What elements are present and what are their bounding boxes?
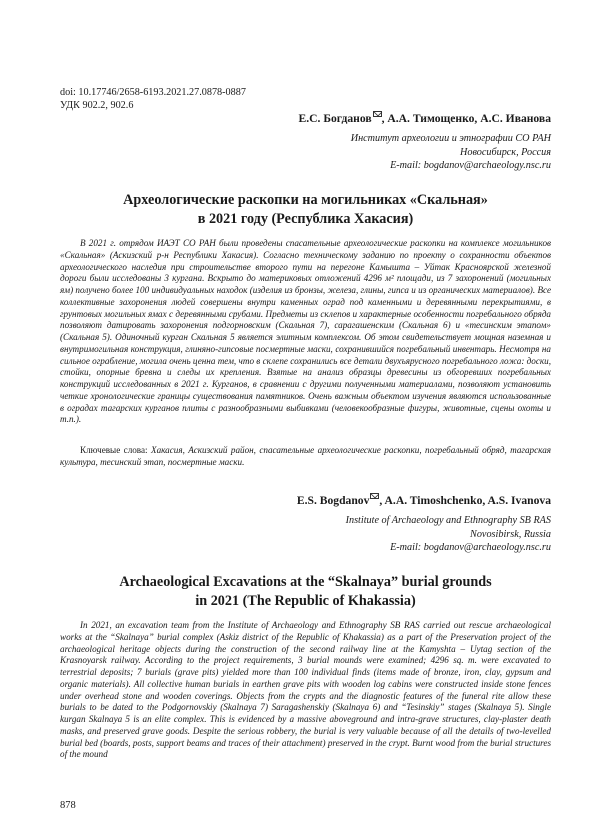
keywords-label: Ключевые слова:: [80, 445, 151, 455]
affiliation-en: [346, 514, 551, 555]
udk: УДК 902.2, 902.6: [60, 100, 134, 111]
envelope-icon: [370, 493, 379, 499]
corresponding-author-en: E.S. Bogdanov: [296, 493, 370, 507]
email-en[interactable]: E-mail: bogdanov@archaeology.nsc.ru: [390, 542, 551, 554]
abstract-en: In 2021, an excavation team from the Institute of Archaeology and Ethnography SB RAS carried out rescue archaeological works at the “Skalnaya” burial complex (Askiz district of the Republic of Khakassia) as a part of the Preservation project of the archaeological heritage objects during the construction of the second railway line at the Kamyshta – Uytag section of the Krasnoyarsk railway. According to the project requirements, 3 burial mounds were examined; 4296 sq. m. were excavated to terrestrial deposits; 7 burials (grave pits) yielded more than 100 individual finds (items made of bronze, iron, clay, gypsum and organic materials). All collective human burials in earthen grave pits with wooden log cabins were constructed inside stone fences under overhead stone and wooden coverings. Objects from the crypts and the diagnostic features of the funeral rite allow these burials to be dated to the Podgornovskiy (Skalnaya 7) Saragashenskiy (Skalnaya 6) and “Tesinskiy” stages (Skalnaya 5). Single kurgan Skalnaya 5 is an elite complex. This is evidenced by a massive aboveground and intra-grave structures, clay-plaster death masks, and preserved grave goods. Despite the serious robbery, the burial is very valuable because of all the details of two-levelled burial bed (boards, posts, support beams and traces of their attachment) preserved in the crypt. Burnt wood from the burial structures of the mound: [60, 620, 551, 760]
title-en: [60, 573, 551, 611]
authors-ru: [299, 111, 551, 125]
page-number: 878: [60, 800, 76, 811]
keywords-ru: [60, 445, 551, 469]
institute-en: Institute of Archaeology and Ethnography SB RAS: [345, 515, 551, 526]
coauthors-en: , A.A. Timoshchenko, A.S. Ivanova: [379, 493, 551, 507]
email-ru[interactable]: E-mail: bogdanov@archaeology.nsc.ru: [390, 160, 551, 172]
city-ru: Новосибирск, Россия: [460, 146, 551, 158]
title-en-line2: in 2021 (The Republic of Khakassia): [195, 593, 416, 609]
title-ru-line2: в 2021 году (Республика Хакасия): [197, 211, 414, 227]
title-ru: [60, 191, 551, 229]
coauthors-ru: , А.А. Тимощенко, А.С. Иванова: [381, 111, 551, 125]
article-meta: [60, 86, 246, 112]
institute-ru: Институт археологии и этнографии СО РАН: [350, 133, 551, 144]
authors-en: [297, 493, 551, 507]
corresponding-author-ru: Е.С. Богданов: [298, 111, 372, 125]
title-en-line1: Archaeological Excavations at the “Skalnaya” burial grounds: [119, 574, 492, 590]
doi[interactable]: doi: 10.17746/2658-6193.2021.27.0878-0887: [60, 87, 246, 98]
affiliation-ru: [351, 132, 551, 173]
city-en: Novosibirsk, Russia: [470, 528, 551, 540]
abstract-ru: В 2021 г. отрядом ИАЭТ СО РАН были проведены спасательные археологические раскопки на комплексе могильников «Скальная» (Аскизский р-н Республики Хакасия). Согласно техническому заданию по проекту о сохранности объектов археологического наследия при строительстве второго пути на перегоне Камышта – Уйтак Красноярской железной дороги были исследованы 3 кургана. Вскрыто до материковых отложений 4296 м² площади, из 7 захоронений (могильных ям) получено более 100 индивидуальных находок (изделия из бронзы, железа, глины, гипса и из органических материалов). Все коллективные захоронения людей совершены внутри каменных оград под каменными и деревянными перекрытиями, в грунтовых могильных ямах с деревянными срубами. Предметы из склепов и характерные особенности погребального обряда позволяют датировать захоронения подгорновским (Скальная 7), сарагашенским (Скальная 6) и «тесинским этапом» (Скальная 5). Одиночный курган Скальная 5 является элитным комплексом. Об этом свидетельствует мощная наземная и внутримогильная конструкция, глиняно-гипсовые посмертные маски, сохранившийся погребальный инвентарь. Несмотря на сильное ограбление, могила очень ценна тем, что в склепе сохранились все детали двухъярусного погребального ложа: доски, стойки, опорные бревна и следы их крепления. Взятые на анализ образцы древесины из обгоревших погребальных конструкций исследованных в 2021 г. Курганов, в сравнении с другими полученными материалами, позволяют установить четкие хронологические границы существования памятников. Очень важным объектом изучения являются использованные в оградах тагарских курганов плиты с разнообразными выбивками (человекообразные фигуры, животные, сцены охоты и т.п.).: [60, 238, 551, 425]
title-ru-line1: Археологические раскопки на могильниках «Скальная»: [123, 192, 488, 208]
envelope-icon: [373, 111, 382, 117]
keywords-text: Хакасия, Аскизский район, спасательные археологические раскопки, погребальный обряд, тагарская культура, тесинский этап, посмертные маски.: [60, 445, 551, 467]
